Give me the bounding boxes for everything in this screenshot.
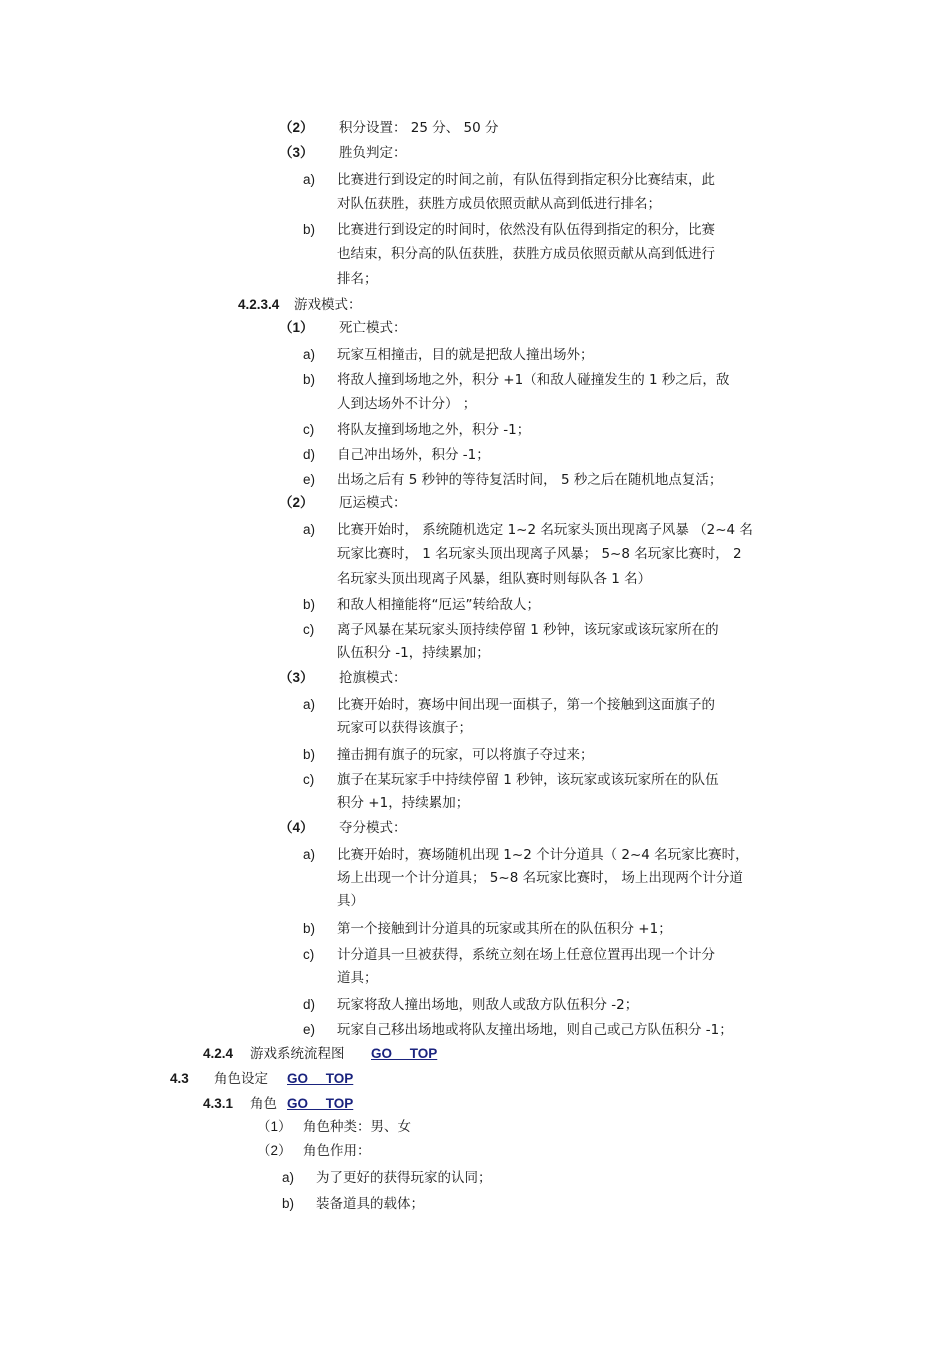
list-text: 玩家互相撞击，目的就是把敌人撞出场外；: [337, 347, 594, 363]
item-number: （1）: [257, 1119, 292, 1134]
list-label: b): [303, 921, 316, 936]
list-text: 自己冲出场外，积分 -1；: [337, 447, 490, 463]
list-text: 第一个接触到计分道具的玩家或其所在的队伍积分 +1；: [337, 921, 672, 937]
list-label: a): [303, 522, 316, 537]
list-label: c): [303, 622, 315, 637]
list-text-continued: 对队伍获胜，获胜方成员依照贡献从高到低进行排名；: [337, 196, 661, 212]
item-number: （2）: [279, 495, 314, 510]
list-text-continued: 玩家可以获得该旗子；: [337, 720, 472, 736]
list-text: 为了更好的获得玩家的认同；: [316, 1170, 492, 1186]
item-text: 夺分模式：: [339, 820, 407, 836]
list-text: 离子风暴在某玩家头顶持续停留 1 秒钟，该玩家或该玩家所在的: [337, 622, 719, 638]
list-text: 玩家将敌人撞出场地，则敌人或敌方队伍积分 -2；: [337, 997, 639, 1013]
list-label: b): [282, 1196, 295, 1211]
list-text: 计分道具一旦被获得，系统立刻在场上任意位置再出现一个计分: [337, 947, 715, 963]
list-text-continued: 名玩家头顶出现离子风暴，组队赛时则每队各 1 名）: [337, 571, 652, 587]
item-number: （3）: [279, 670, 314, 685]
section-title: 游戏模式：: [294, 297, 362, 313]
list-text-continued: 场上出现一个计分道具； 5~8 名玩家比赛时， 场上出现两个计分道: [337, 870, 743, 886]
item-text: 抢旗模式：: [339, 670, 407, 686]
list-text: 比赛开始时， 系统随机选定 1~2 名玩家头顶出现离子风暴 （2~4 名: [337, 522, 753, 538]
list-text: 装备道具的载体；: [316, 1196, 424, 1212]
list-label: e): [303, 1022, 316, 1037]
list-label: d): [303, 997, 316, 1012]
section-number: 4.3.1: [203, 1096, 234, 1111]
list-text: 比赛开始时，赛场随机出现 1~2 个计分道具（ 2~4 名玩家比赛时，: [337, 847, 749, 863]
section-number: 4.2.4: [203, 1046, 234, 1061]
list-label: b): [303, 747, 316, 762]
list-text: 比赛进行到设定的时间之前，有队伍得到指定积分比赛结束，此: [337, 172, 715, 188]
list-label: b): [303, 372, 316, 387]
list-label: a): [303, 172, 316, 187]
section-number: 4.3: [170, 1071, 189, 1086]
item-text: 角色种类：男、女: [303, 1119, 411, 1135]
item-text: 胜负判定：: [339, 145, 407, 161]
list-text: 将队友撞到场地之外，积分 -1；: [337, 422, 531, 438]
list-label: b): [303, 222, 316, 237]
item-number: （1）: [279, 320, 314, 335]
list-text: 和敌人相撞能将“厄运”转给敌人；: [337, 597, 540, 613]
list-label: c): [303, 772, 315, 787]
go-top-link[interactable]: GO TOP: [371, 1046, 438, 1061]
item-number: （3）: [279, 145, 314, 160]
item-number: （4）: [279, 820, 314, 835]
item-text: 积分设置： 25 分、 50 分: [339, 120, 499, 136]
list-text: 撞击拥有旗子的玩家，可以将旗子夺过来；: [337, 747, 594, 763]
list-label: a): [303, 347, 316, 362]
go-top-link[interactable]: GO TOP: [287, 1096, 354, 1111]
list-label: a): [282, 1170, 295, 1185]
list-text-continued: 也结束，积分高的队伍获胜，获胜方成员依照贡献从高到低进行: [337, 246, 715, 262]
list-text: 比赛开始时，赛场中间出现一面棋子，第一个接触到这面旗子的: [337, 697, 715, 713]
item-text: 角色作用：: [303, 1143, 371, 1159]
list-text: 玩家自己移出场地或将队友撞出场地，则自己或己方队伍积分 -1；: [337, 1022, 733, 1038]
section-title: 角色: [250, 1096, 277, 1112]
list-label: e): [303, 472, 316, 487]
list-label: a): [303, 847, 316, 862]
item-number: （2）: [279, 120, 314, 135]
list-text: 出场之后有 5 秒钟的等待复活时间， 5 秒之后在随机地点复活；: [337, 472, 723, 488]
list-text: 比赛进行到设定的时间时，依然没有队伍得到指定的积分，比赛: [337, 222, 715, 238]
list-text: 将敌人撞到场地之外，积分 +1（和敌人碰撞发生的 1 秒之后，敌: [337, 372, 730, 388]
list-label: a): [303, 697, 316, 712]
section-title: 游戏系统流程图: [250, 1046, 345, 1062]
list-label: c): [303, 947, 315, 962]
section-number: 4.2.3.4: [238, 297, 280, 312]
item-text: 厄运模式：: [339, 495, 407, 511]
list-text-continued: 道具；: [337, 970, 378, 986]
item-number: （2）: [257, 1143, 292, 1158]
go-top-link[interactable]: GO TOP: [287, 1071, 354, 1086]
list-label: b): [303, 597, 316, 612]
list-text-continued: 具）: [337, 893, 364, 909]
list-text-continued: 玩家比赛时， 1 名玩家头顶出现离子风暴； 5~8 名玩家比赛时， 2: [337, 546, 742, 562]
list-text-continued: 人到达场外不计分） ；: [337, 396, 477, 412]
section-title: 角色设定: [214, 1071, 268, 1087]
item-text: 死亡模式：: [339, 320, 407, 336]
list-text-continued: 积分 +1，持续累加；: [337, 795, 470, 811]
list-text-continued: 排名；: [337, 271, 378, 287]
list-label: c): [303, 422, 315, 437]
list-text-continued: 队伍积分 -1，持续累加；: [337, 645, 490, 661]
list-text: 旗子在某玩家手中持续停留 1 秒钟，该玩家或该玩家所在的队伍: [337, 772, 719, 788]
list-label: d): [303, 447, 316, 462]
